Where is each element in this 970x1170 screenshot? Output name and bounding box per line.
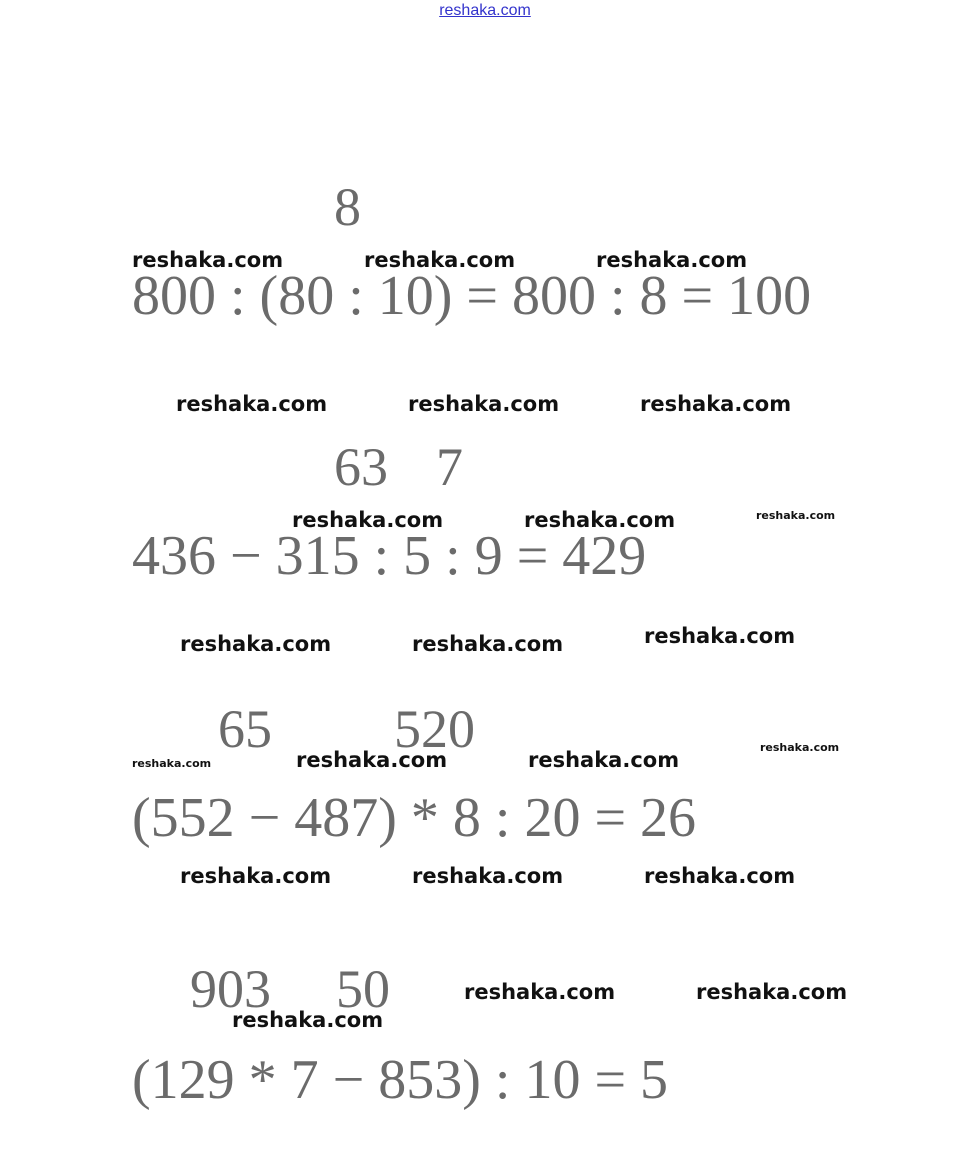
watermark: reshaka.com: [696, 980, 848, 1004]
watermark: reshaka.com: [364, 248, 516, 272]
watermark: reshaka.com: [596, 248, 748, 272]
equation-1: 800 : (80 : 10) = 800 : 8 = 100: [132, 265, 812, 327]
intermediate-result: 63: [334, 437, 388, 497]
intermediate-result: 520: [394, 699, 475, 759]
intermediate-result: 8: [334, 177, 361, 237]
equation-3: (552 − 487) * 8 : 20 = 26: [132, 787, 697, 849]
watermark: reshaka.com: [180, 864, 332, 888]
watermark: reshaka.com: [176, 392, 328, 416]
equation-4: (129 * 7 − 853) : 10 = 5: [132, 1049, 669, 1111]
watermark: reshaka.com: [528, 748, 680, 772]
intermediate-result: 65: [218, 699, 272, 759]
equation-2: 436 − 315 : 5 : 9 = 429: [132, 525, 647, 587]
watermark: reshaka.com: [132, 757, 212, 770]
watermark: reshaka.com: [760, 741, 840, 754]
watermark: reshaka.com: [292, 508, 444, 532]
watermark: reshaka.com: [640, 392, 792, 416]
watermark: reshaka.com: [412, 632, 564, 656]
watermark: reshaka.com: [644, 864, 796, 888]
watermark: reshaka.com: [408, 392, 560, 416]
site-link[interactable]: reshaka.com: [439, 2, 531, 19]
watermark: reshaka.com: [524, 508, 676, 532]
intermediate-result: 7: [436, 437, 463, 497]
watermark: reshaka.com: [412, 864, 564, 888]
watermark: reshaka.com: [644, 624, 796, 648]
watermark: reshaka.com: [232, 1008, 384, 1032]
intermediate-result: 50: [336, 959, 390, 1019]
watermark: reshaka.com: [132, 248, 284, 272]
intermediate-result: 903: [190, 959, 271, 1019]
watermark: reshaka.com: [756, 509, 836, 522]
watermark: reshaka.com: [180, 632, 332, 656]
watermark: reshaka.com: [464, 980, 616, 1004]
watermark: reshaka.com: [296, 748, 448, 772]
